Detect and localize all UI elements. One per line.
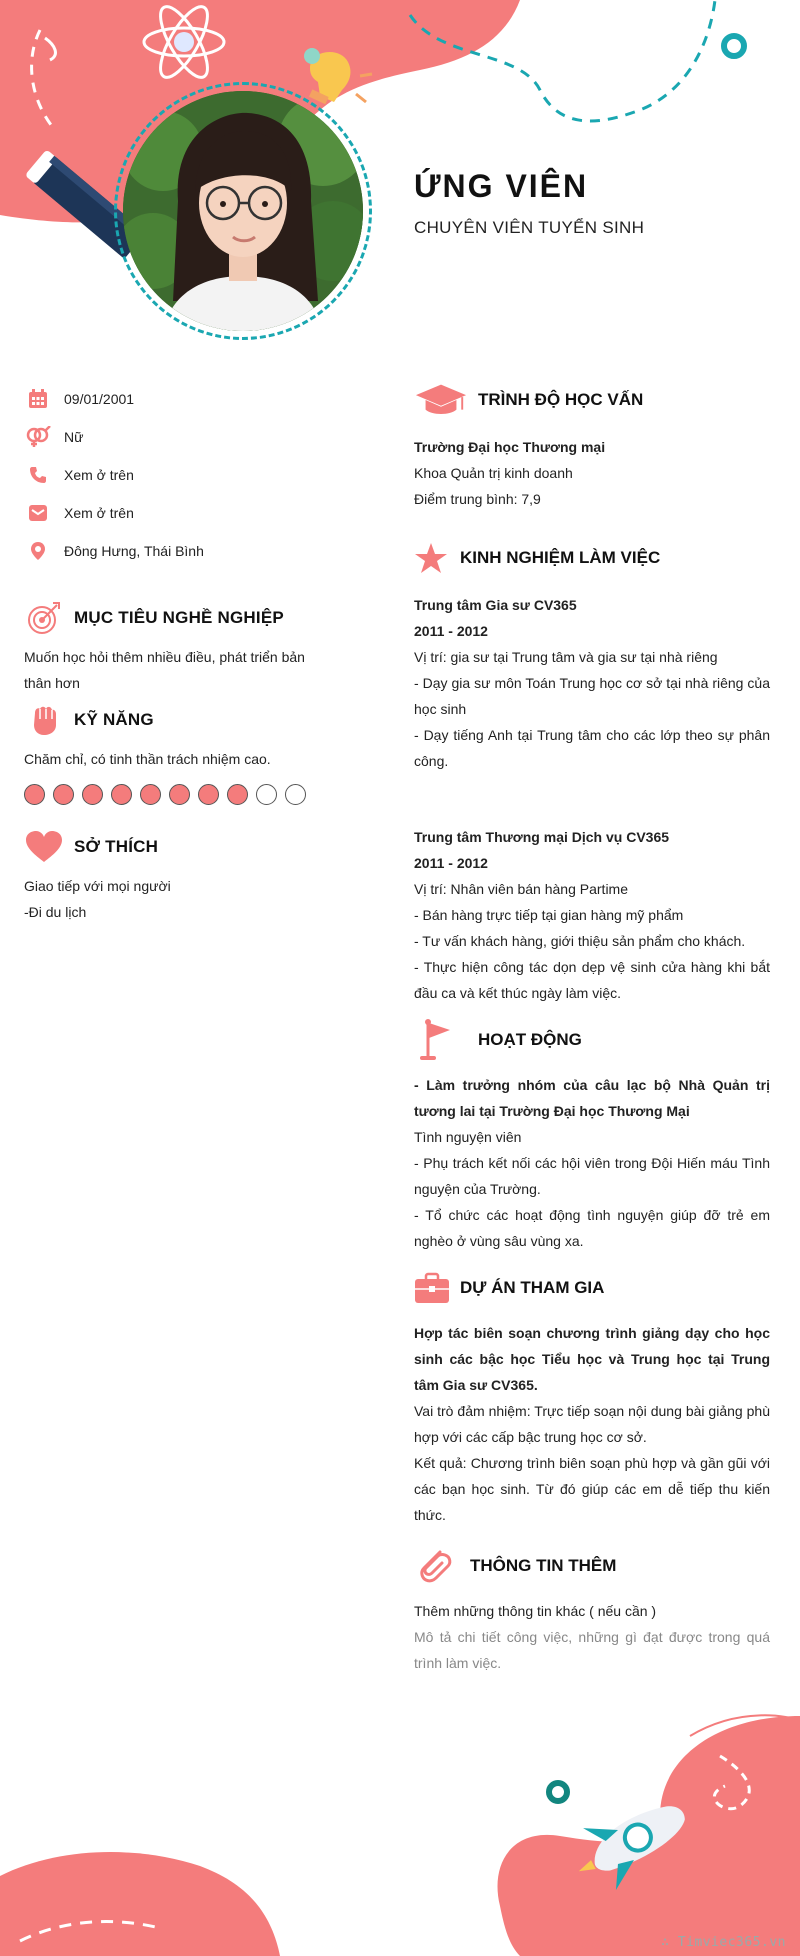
job-period: 2011 - 2012 bbox=[414, 855, 488, 871]
hobby-item: Giao tiếp với mọi người bbox=[24, 878, 171, 894]
job-entry bbox=[414, 592, 770, 774]
location-icon bbox=[24, 539, 52, 563]
contact-address bbox=[24, 532, 324, 570]
gpa-text: Điểm trung bình: 7,9 bbox=[414, 491, 541, 507]
email-text: Xem ở trên bbox=[64, 505, 134, 521]
phone-icon bbox=[24, 463, 52, 487]
job-company: Trung tâm Gia sư CV365 bbox=[414, 597, 577, 613]
objective-title: MỤC TIÊU NGHỀ NGHIỆP bbox=[74, 608, 284, 627]
project-item: Vai trò đảm nhiệm: Trực tiếp soạn nội dung bài giảng phù hợp với các cấp bậc trung học cơ sở. bbox=[414, 1403, 770, 1445]
activity-item: - Phụ trách kết nối các hội viên trong Đội Hiến máu Tình nguyện của Trường. bbox=[414, 1155, 770, 1197]
skill-dot-filled bbox=[169, 784, 190, 805]
avatar bbox=[123, 91, 363, 331]
briefcase-icon bbox=[414, 1266, 450, 1310]
activity-head: - Làm trưởng nhóm của câu lạc bộ Nhà Quản trị tương lai tại Trường Đại học Thương Mại bbox=[414, 1077, 770, 1119]
education-body bbox=[414, 434, 770, 512]
projects-title: DỰ ÁN THAM GIA bbox=[460, 1278, 605, 1297]
skills-heading bbox=[24, 700, 324, 740]
skill-dot-filled bbox=[111, 784, 132, 805]
contact-gender bbox=[24, 418, 324, 456]
skill-dot-filled bbox=[53, 784, 74, 805]
skills-title: KỸ NĂNG bbox=[74, 710, 154, 729]
contact-phone bbox=[24, 456, 324, 494]
experience-heading bbox=[414, 536, 770, 580]
job-duty: - Thực hiện công tác dọn dẹp vệ sinh cửa hàng khi bắt đầu ca và kết thúc ngày làm việc. bbox=[414, 959, 770, 1001]
objective-text: Muốn học hỏi thêm nhiều điều, phát triển bản thân hơn bbox=[24, 649, 305, 691]
job-period: 2011 - 2012 bbox=[414, 623, 488, 639]
star-icon bbox=[414, 536, 450, 580]
objective-heading bbox=[24, 598, 324, 638]
activities-title: HOẠT ĐỘNG bbox=[478, 1030, 582, 1049]
paperclip-icon bbox=[414, 1544, 460, 1588]
skill-rating bbox=[24, 784, 324, 805]
experience-title: KINH NGHIỆM LÀM VIỆC bbox=[460, 548, 661, 567]
school-name: Trường Đại học Thương mại bbox=[414, 439, 606, 455]
heart-icon bbox=[24, 827, 64, 867]
job-role: Vị trí: Nhân viên bán hàng Partime bbox=[414, 881, 629, 897]
contact-birthday bbox=[24, 380, 324, 418]
skill-dot-filled bbox=[198, 784, 219, 805]
education-heading bbox=[414, 378, 770, 422]
project-head: Hợp tác biên soạn chương trình giảng dạy cho học sinh các bậc học Tiểu học và Trung học tại Trung tâm Gia sư CV365. bbox=[414, 1325, 770, 1393]
skills-text: Chăm chỉ, có tinh thần trách nhiệm cao. bbox=[24, 751, 271, 767]
activity-item: - Tổ chức các hoạt động tình nguyện giúp đỡ trẻ em nghèo ở vùng sâu vùng xa. bbox=[414, 1207, 770, 1249]
more-info-heading bbox=[414, 1544, 770, 1588]
activities-body bbox=[414, 1072, 770, 1254]
target-icon bbox=[24, 598, 64, 638]
skill-dot-filled bbox=[140, 784, 161, 805]
flag-icon bbox=[414, 1018, 468, 1062]
skill-dot-empty bbox=[256, 784, 277, 805]
projects-heading bbox=[414, 1266, 770, 1310]
hobby-item: -Đi du lịch bbox=[24, 904, 87, 920]
calendar-icon bbox=[24, 387, 52, 411]
candidate-position: CHUYÊN VIÊN TUYỂN SINH bbox=[414, 218, 645, 237]
hobbies-title: SỞ THÍCH bbox=[74, 837, 159, 856]
candidate-name: ỨNG VIÊN bbox=[414, 168, 589, 204]
watermark: ∴ Timviec365.vn bbox=[661, 1935, 786, 1950]
job-role: Vị trí: gia sư tại Trung tâm và gia sư tại nhà riêng bbox=[414, 649, 718, 665]
email-icon bbox=[24, 501, 52, 525]
more-info-title: THÔNG TIN THÊM bbox=[470, 1556, 617, 1575]
job-duty: - Tư vấn khách hàng, giới thiệu sản phẩm cho khách. bbox=[414, 933, 746, 949]
contact-email bbox=[24, 494, 324, 532]
job-duty: - Dạy tiếng Anh tại Trung tâm cho các lớp theo sự phân công. bbox=[414, 727, 770, 769]
avatar-portrait bbox=[123, 91, 363, 331]
job-duty: - Bán hàng trực tiếp tại gian hàng mỹ phẩm bbox=[414, 907, 684, 923]
skill-dot-filled bbox=[82, 784, 103, 805]
fist-icon bbox=[24, 700, 64, 740]
job-duty: - Dạy gia sư môn Toán Trung học cơ sở tại nhà riêng của học sinh bbox=[414, 675, 770, 717]
activities-heading bbox=[414, 1018, 770, 1062]
activity-item: Tình nguyện viên bbox=[414, 1129, 522, 1145]
faculty-name: Khoa Quản trị kinh doanh bbox=[414, 465, 573, 481]
gender-icon bbox=[24, 425, 52, 449]
education-title: TRÌNH ĐỘ HỌC VẤN bbox=[478, 390, 644, 409]
job-entry bbox=[414, 824, 770, 1006]
birthday-text: 09/01/2001 bbox=[64, 391, 135, 407]
skill-dot-empty bbox=[285, 784, 306, 805]
project-item: Kết quả: Chương trình biên soạn phù hợp và gần gũi với các bạn học sinh. Từ đó giúp các em dễ tiếp thu kiến thức. bbox=[414, 1455, 770, 1523]
gender-text: Nữ bbox=[64, 429, 84, 445]
skill-dot-filled bbox=[24, 784, 45, 805]
skill-dot-filled bbox=[227, 784, 248, 805]
more-info-hint: Mô tả chi tiết công việc, những gì đạt được trong quá trình làm việc. bbox=[414, 1629, 770, 1671]
more-info-body bbox=[414, 1598, 770, 1676]
bottom-decoration bbox=[0, 1696, 800, 1956]
avatar-frame bbox=[114, 82, 372, 340]
address-text: Đông Hưng, Thái Bình bbox=[64, 543, 204, 559]
more-info-line: Thêm những thông tin khác ( nếu cần ) bbox=[414, 1603, 657, 1619]
phone-text: Xem ở trên bbox=[64, 467, 134, 483]
right-column bbox=[414, 378, 770, 1676]
left-column bbox=[24, 380, 324, 925]
hobbies-heading bbox=[24, 827, 324, 867]
job-company: Trung tâm Thương mại Dịch vụ CV365 bbox=[414, 829, 670, 845]
projects-body bbox=[414, 1320, 770, 1528]
graduation-cap-icon bbox=[414, 378, 468, 422]
